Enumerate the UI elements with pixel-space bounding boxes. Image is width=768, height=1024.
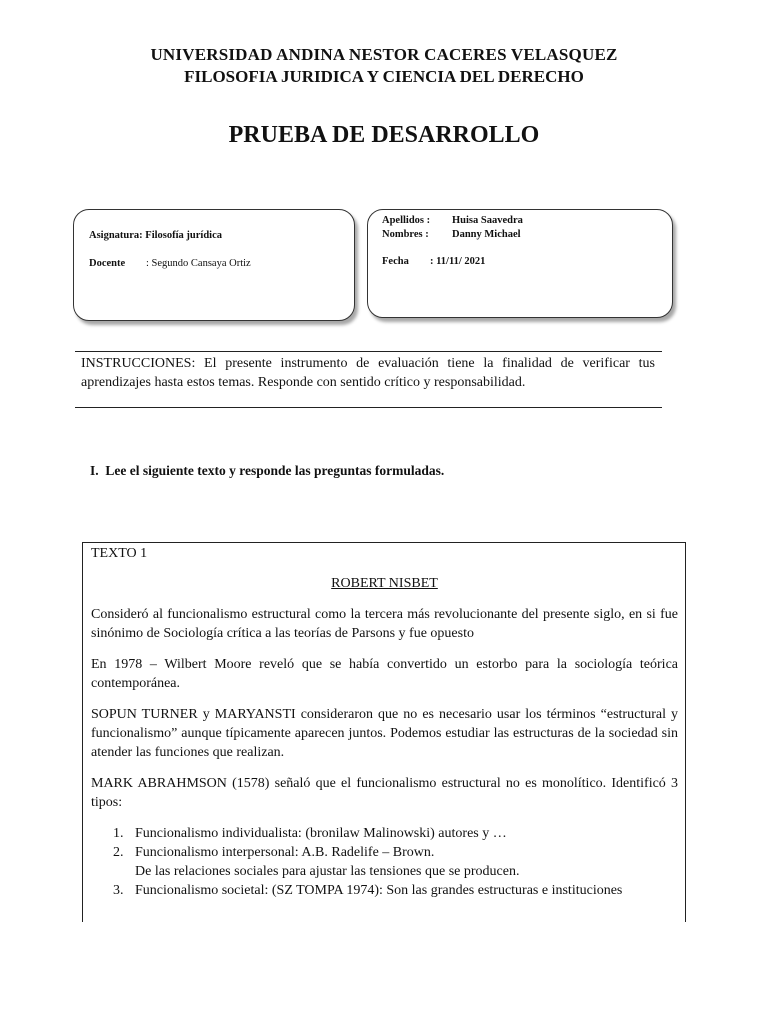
paragraph: Consideró al funcionalismo estructural como la tercera más revolucionante del presente siglo, en si fue sinónimo de Sociología crítica a las teorías de Parsons y fue opuesto (91, 607, 678, 641)
section-text: Lee el siguiente texto y responde las preguntas formuladas. (105, 463, 445, 478)
university-name: UNIVERSIDAD ANDINA NESTOR CACERES VELASQUEZ (150, 45, 618, 64)
text-title: ROBERT NISBET (331, 576, 438, 591)
reading-text-box (82, 542, 686, 922)
list-number: 3. (113, 883, 124, 898)
list-number: 1. (113, 826, 124, 841)
list-number: 2. (113, 845, 124, 860)
date-value: : 11/11/ 2021 (430, 256, 486, 267)
date-label: Fecha (382, 256, 409, 267)
names-value: Danny Michael (452, 229, 521, 240)
list-subtext: De las relaciones sociales para ajustar las tensiones que se producen. (135, 864, 520, 879)
course-name: FILOSOFIA JURIDICA Y CIENCIA DEL DERECHO (184, 67, 584, 86)
list-item (91, 824, 678, 843)
instructions-text: INSTRUCCIONES: El presente instrumento de evaluación tiene la finalidad de verificar tus aprendizajes hasta estos temas. Responde con sentido crítico y responsabilidad. (81, 356, 655, 390)
paragraph: MARK ABRAHMSON (1578) señaló que el funcionalismo estructural no es monolítico. Identificó 3 tipos: (91, 776, 678, 810)
list-item (91, 881, 678, 900)
teacher-value: : Segundo Cansaya Ortiz (146, 258, 251, 269)
subject-label: Asignatura: Filosofía jurídica (89, 230, 222, 241)
teacher-label: Docente (89, 258, 126, 269)
course-info-card (73, 209, 355, 321)
text-label: TEXTO 1 (91, 546, 148, 561)
divider-top (75, 351, 662, 352)
list-text: Funcionalismo interpersonal: A.B. Radelife – Brown. (135, 845, 435, 860)
paragraph: En 1978 – Wilbert Moore reveló que se había convertido un estorbo para la sociología teórica contemporánea. (91, 657, 678, 691)
surname-value: Huisa Saavedra (452, 215, 523, 226)
page-title: PRUEBA DE DESARROLLO (228, 122, 540, 148)
list-item (91, 843, 678, 881)
student-info-card (367, 209, 673, 318)
paragraph: SOPUN TURNER y MARYANSTI consideraron que no es necesario usar los términos “estructural y funcionalismo” aunque típicamente aparecen juntos. Podemos estudiar las estructuras de la sociedad sin atender las funciones que realizan. (91, 707, 678, 760)
list-text: Funcionalismo individualista: (bronilaw Malinowski) autores y … (135, 826, 507, 841)
names-label: Nombres : (382, 229, 429, 240)
section-number: I. (90, 463, 99, 478)
list-text: Funcionalismo societal: (SZ TOMPA 1974): Son las grandes estructuras e instituciones (135, 883, 623, 898)
divider-bottom (75, 407, 662, 408)
section-heading (90, 463, 444, 479)
types-list (91, 824, 678, 900)
surname-label: Apellidos : (382, 215, 431, 226)
